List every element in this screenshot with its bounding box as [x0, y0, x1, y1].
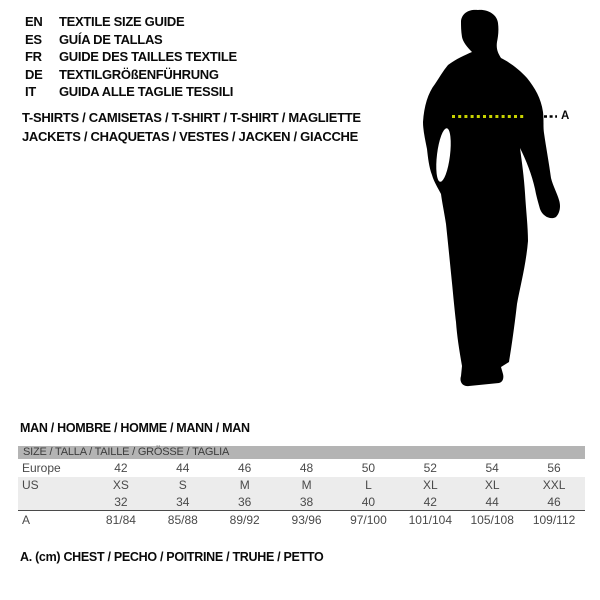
- size-cell: XS: [112, 477, 129, 492]
- language-label: TEXTILE SIZE GUIDE: [59, 14, 185, 29]
- language-row-fr: [25, 48, 237, 66]
- size-cell: S: [178, 477, 187, 492]
- size-cell: 46: [547, 494, 561, 509]
- size-cell: 44: [485, 494, 499, 509]
- language-row-es: [25, 31, 237, 49]
- size-cell: L: [365, 477, 372, 492]
- size-cell: 42: [423, 494, 437, 509]
- language-code: DE: [25, 66, 43, 82]
- table-row-europe: [18, 459, 585, 477]
- language-label: GUIDE DES TAILLES TEXTILE: [59, 49, 237, 64]
- row-label: A: [22, 512, 31, 527]
- size-cell: 38: [299, 494, 314, 509]
- size-cell: 50: [361, 460, 376, 475]
- measurement-footnote: A. (cm) CHEST / PECHO / POITRINE / TRUHE / PETTO: [20, 550, 324, 564]
- language-row-de: [25, 66, 237, 84]
- size-cell: 56: [547, 460, 561, 475]
- garment-line-tshirts: T-SHIRTS / CAMISETAS / T-SHIRT / T-SHIRT / MAGLIETTE: [22, 110, 361, 125]
- size-cell: XL: [422, 477, 438, 492]
- size-cell: 97/100: [350, 512, 387, 527]
- size-cell: 46: [238, 460, 252, 475]
- size-cell: 85/88: [167, 512, 198, 527]
- size-cell: 109/112: [532, 512, 576, 527]
- size-cell: 48: [299, 460, 314, 475]
- row-label: [18, 494, 90, 510]
- man-silhouette: [423, 10, 560, 386]
- row-label: Europe: [22, 460, 61, 475]
- language-row-en: [25, 13, 237, 31]
- size-cell: 52: [423, 460, 437, 475]
- size-cell: XXL: [542, 477, 566, 492]
- size-cell: 105/108: [470, 512, 514, 527]
- language-list: [25, 13, 237, 101]
- size-cell: 34: [176, 494, 190, 509]
- row-label: US: [22, 477, 39, 492]
- size-cell: 44: [176, 460, 190, 475]
- man-silhouette-figure: [415, 5, 570, 395]
- garment-line-jackets: JACKETS / CHAQUETAS / VESTES / JACKEN / GIACCHE: [22, 128, 358, 144]
- table-row-us: [18, 477, 585, 494]
- size-cell: 101/104: [408, 512, 452, 527]
- size-cell: 36: [238, 494, 252, 509]
- size-cell: 32: [114, 494, 128, 509]
- table-row-numeric: [18, 494, 585, 510]
- section-title-man: MAN / HOMBRE / HOMME / MANN / MAN: [20, 421, 250, 435]
- language-code: EN: [25, 14, 43, 29]
- language-label: GUÍA DE TALLAS: [59, 31, 163, 47]
- language-row-it: [25, 83, 237, 101]
- size-cell: M: [239, 477, 250, 492]
- size-table-header: SIZE / TALLA / TAILLE / GRÖSSE / TAGLIA: [18, 446, 585, 459]
- chest-marker-label: A: [561, 110, 570, 122]
- size-cell: M: [301, 477, 312, 492]
- garment-type-list: [22, 109, 361, 146]
- size-cell: 54: [485, 460, 499, 475]
- size-cell: 89/92: [229, 512, 260, 527]
- size-table: [18, 446, 585, 530]
- language-code: FR: [25, 49, 42, 64]
- language-label: GUIDA ALLE TAGLIE TESSILI: [59, 84, 234, 99]
- size-cell: 42: [114, 460, 128, 475]
- language-label: TEXTILGRÖßENFÜHRUNG: [59, 66, 219, 82]
- size-cell: 93/96: [291, 512, 322, 527]
- size-cell: XL: [484, 477, 500, 492]
- language-code: IT: [25, 84, 36, 99]
- size-cell: 81/84: [105, 512, 136, 527]
- size-cell: 40: [361, 494, 376, 509]
- language-code: ES: [25, 31, 42, 47]
- table-row-chest-cm: [18, 510, 585, 530]
